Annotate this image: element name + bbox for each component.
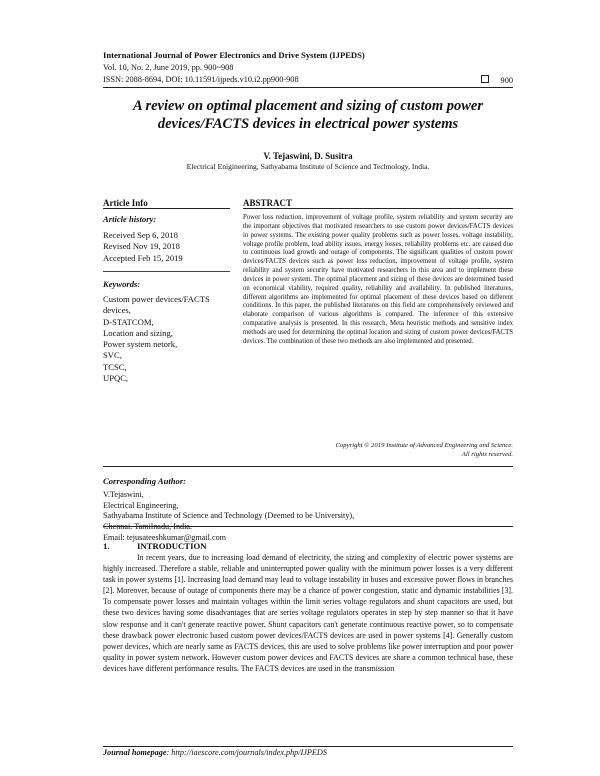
homepage-label: Journal homepage xyxy=(103,748,167,757)
issn-row xyxy=(103,75,513,84)
section-title: INTRODUCTION xyxy=(137,541,207,551)
keyword-item: D-STATCOM, xyxy=(103,316,154,327)
paper-title: A review on optimal placement and sizing of custom power devices/FACTS devices in electrical power systems xyxy=(132,98,484,132)
author-department: Electrical Engineering, xyxy=(103,500,179,510)
footer-divider xyxy=(103,746,513,747)
author-institute: Sathyabama Institute of Science and Technology (Deemed to be University), xyxy=(103,511,355,521)
keywords-divider xyxy=(103,271,230,272)
keyword-item: Custom power devices/FACTS xyxy=(103,294,210,304)
abstract-text: Power loss reduction, improvement of voltage profile, system reliability and system security are the important objectives that motivated researchers to use custom power devices/FACTS devices in power systems. The existing power quality problems such as power losses, voltage instability, voltage profile problem, load ability issues, energy losses, reliability problems etc. are caused due to continuous load growth and outage of components. The significant qualities of custom power devices/FACTS devices such as power loss reduction, improvement of voltage profile, system reliability and system security have motivated researchers in this area and to implement these devices in power system. The optimal placement and sizing of these devices are determined based on economical viability, required quality, reliability and availability. In published literatures, different algorithms are implemented for optimal placement of these devices based on different conditions. In this paper, the published literatures on this field are comprehensively reviewed and elaborate comparison of various algorithms is compared. The inference of this extensive comparative analysis is presented. In this research, Meta heuristic methods and sensitive index methods are used for determining the optimal location and sizing of custom power devices/FACTS devices. The combination of these two methods are also implemented and presented. xyxy=(243,214,513,345)
square-bullet-icon xyxy=(481,75,489,83)
body-divider xyxy=(103,526,513,527)
keyword-item: Location and sizing, xyxy=(103,327,173,338)
article-info-heading: Article Info xyxy=(103,198,148,208)
header-divider xyxy=(103,87,513,88)
author-city: Chennai. Tamilnadu, India. xyxy=(103,522,193,532)
keyword-item: UPQC, xyxy=(103,373,129,384)
received-date: Received Sep 6, 2018 xyxy=(103,230,178,240)
article-info-rule xyxy=(103,208,230,209)
history-label: Article history: xyxy=(103,214,157,224)
abstract-heading: ABSTRACT xyxy=(243,198,293,208)
rights-line: All rights reserved. xyxy=(461,451,513,458)
paper-affiliation: Electrical Enigineering, Sathyabama Institute of Science and Technology, India. xyxy=(186,162,430,171)
keywords-label: Keywords: xyxy=(103,279,141,289)
revised-date: Revised Nov 19, 2018 xyxy=(103,241,180,252)
accepted-date: Accepted Feb 15, 2019 xyxy=(103,252,183,263)
page-number: 900 xyxy=(500,76,513,85)
keyword-item: Power system netork, xyxy=(103,339,178,350)
journal-name: International Journal of Power Electronics and Drive System (IJPEDS) xyxy=(103,50,365,60)
keyword-item: SVC, xyxy=(103,350,122,361)
section-number: 1. xyxy=(103,541,110,551)
corresponding-author xyxy=(103,490,354,544)
keyword-item: TCSC, xyxy=(103,361,127,372)
corresponding-divider xyxy=(103,466,513,467)
keywords-list xyxy=(103,294,230,384)
corresponding-label: Corresponding Author: xyxy=(103,476,187,486)
article-history xyxy=(103,230,183,264)
volume-line: Vol. 10, No. 2, June 2019, pp. 900~908 xyxy=(103,63,234,72)
introduction-text: In recent years, due to increasing load demand of electricity, the sizing and complexity of electric power systems are highly increased. Therefore a stable, reliable and uninterrupted power quality with the minimum power losses is a very different task in power systems [1]. Increasing load demand may lead to voltage instability in buses and excessive power flows in branches [2]. Moreover, because of outage of components there may be a chance of power congestion, static and dynamic instabilities [3]. To compensate power losses and maintain voltages within the limit series voltage regulators and shunt capacitors are used, but these two devices having some disadvantages that are series voltage regulators operates in step by step manner so that it have slow response and it can't generate reactive power. Shunt capacitors can't generate continuous reactive power, so to compensate these drawback power electronic based custom power devices/FACTS devices are used in power systems [4]. Generally custom power devices, which are nearly same as FACTS devices, this are used to solve problems like power interruption and poor power quality in power system network. However custom power devices and FACTS devices are share a common technical base, these devices have different performance results. The FACTS devices are used in the transmission xyxy=(103,553,513,673)
homepage-url[interactable]: : http://iaescore.com/journals/index.php/IJPEDS xyxy=(166,748,327,757)
issn-line: ISSN: 2088-8694, DOI: 10.11591/ijpeds.v10.i2.pp900-908 xyxy=(103,75,299,84)
section-heading-introduction xyxy=(103,541,207,551)
author-email: Email: tejusateeshkumar@gmail.com xyxy=(103,532,227,542)
keyword-item: devices, xyxy=(103,305,131,316)
copyright-line: Copyright © 2019 Institute of Advanced Engineering and Science. xyxy=(335,442,513,449)
paper-authors: V. Tejaswini, D. Susitra xyxy=(263,151,353,161)
page-number-group xyxy=(481,75,513,85)
journal-homepage xyxy=(103,748,327,757)
copyright-notice xyxy=(243,441,513,459)
abstract-rule xyxy=(243,208,513,209)
author-name: V.Tejaswini, xyxy=(103,490,144,499)
